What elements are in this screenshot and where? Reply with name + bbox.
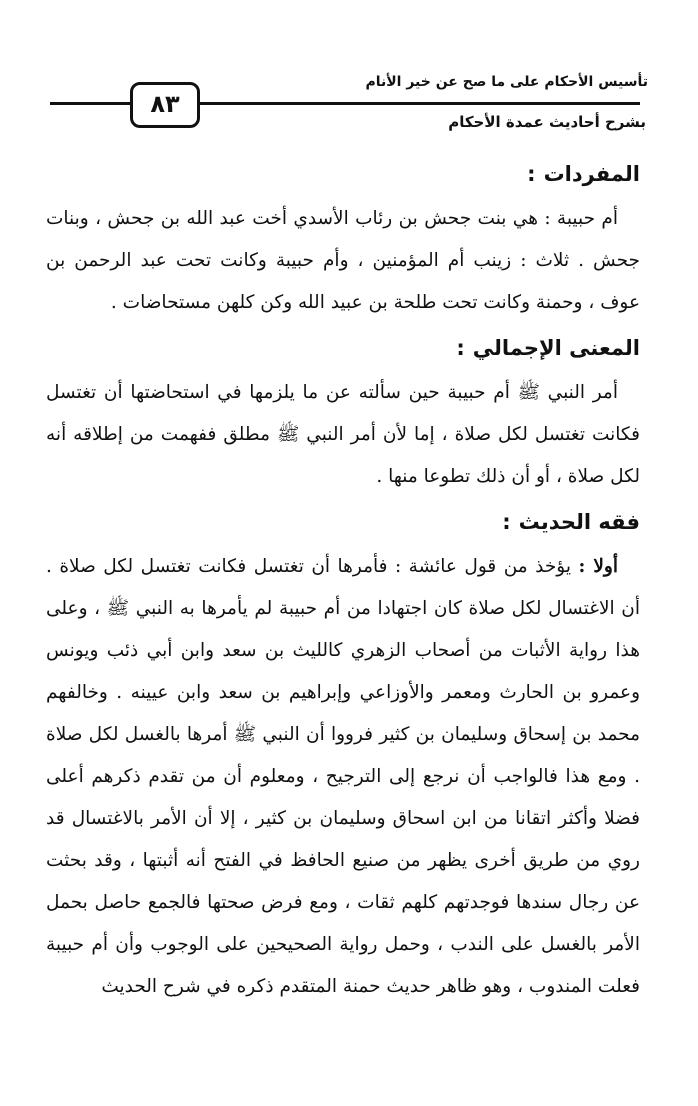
paragraph-maana: أمر النبي ﷺ أم حبيبة حين سألته عن ما يلزمها في استحاضتها أن تغتسل فكانت تغتسل لكل صلاة ، إما لأن أمر النبي ﷺ مطلق ففهمت من إطلاقه أنه لكل صلاة ، أو أن ذلك تطوعا منها . xyxy=(46,382,640,487)
page-body xyxy=(46,150,640,1008)
header-rule-left xyxy=(50,102,132,105)
heading-colon: : xyxy=(456,336,465,360)
point-lead: أولا : xyxy=(578,556,618,577)
book-title: تأسيس الأحكام على ما صح عن خير الأنام xyxy=(365,74,648,90)
heading-text: فقه الحديث xyxy=(518,510,640,534)
heading-text: المفردات xyxy=(543,162,640,186)
paragraph-fiqh-text: يؤخذ من قول عائشة : فأمرها أن تغتسل فكانت تغتسل لكل صلاة . أن الاغتسال لكل صلاة كان اجتهادا من أم حبيبة لم يأمرها به النبي ﷺ ، وعلى هذا رواية الأثبات من أصحاب الزهري كالليث بن سعد وابن أبي ذئب ويونس وعمرو بن الحارث ومعمر والأوزاعي وإبراهيم بن سعد وابن عيينه . وخالفهم محمد بن إسحاق وسليمان بن كثير فرووا أن النبي ﷺ أمرها بالغسل لكل صلاة . ومع هذا فالواجب أن نرجع إلى الترجيح ، ومعلوم أن من تقدم ذكرهم أعلى فضلا وأكثر اتقانا من ابن اسحاق وسليمان بن كثير ، إلا أن الأمر بالاغتسال قد روي من طريق أخرى يظهر من صنيع الحافظ في الفتح أنه أثبتها ، وقد بحثت عن رجال سندها فوجدتهم كلهم ثقات ، ومع فرض صحتها فالجمع حاصل بحمل الأمر بالغسل على الندب ، وحمل رواية الصحيحين على الوجوب وأن أم حبيبة فعلت المندوب ، وهو ظاهر حديث حمنة المتقدم ذكره في شرح الحديث xyxy=(46,556,640,997)
heading-text: المعنى الإجمالي xyxy=(472,336,640,360)
heading-fiqh xyxy=(46,498,640,546)
page-number: ٨٣ xyxy=(130,82,200,128)
paragraph-mufradat: أم حبيبة : هي بنت جحش بن رئاب الأسدي أخت عبد الله بن جحش ، وبنات جحش . ثلاث : زينب أم المؤمنين ، وأم حبيبة وكانت تحت عبد الرحمن بن عوف ، وحمنة وكانت تحت طلحة بن عبيد الله وكن كلهن مستحاضات . xyxy=(46,208,640,313)
heading-mufradat xyxy=(46,150,640,198)
paragraph-fiqh xyxy=(46,546,640,1008)
heading-colon: : xyxy=(502,510,511,534)
book-subtitle: بشرح أحاديث عمدة الأحكام xyxy=(448,113,646,131)
page-header xyxy=(0,0,698,140)
header-rule-right xyxy=(196,102,640,105)
heading-maana xyxy=(46,324,640,372)
heading-colon: : xyxy=(527,162,536,186)
